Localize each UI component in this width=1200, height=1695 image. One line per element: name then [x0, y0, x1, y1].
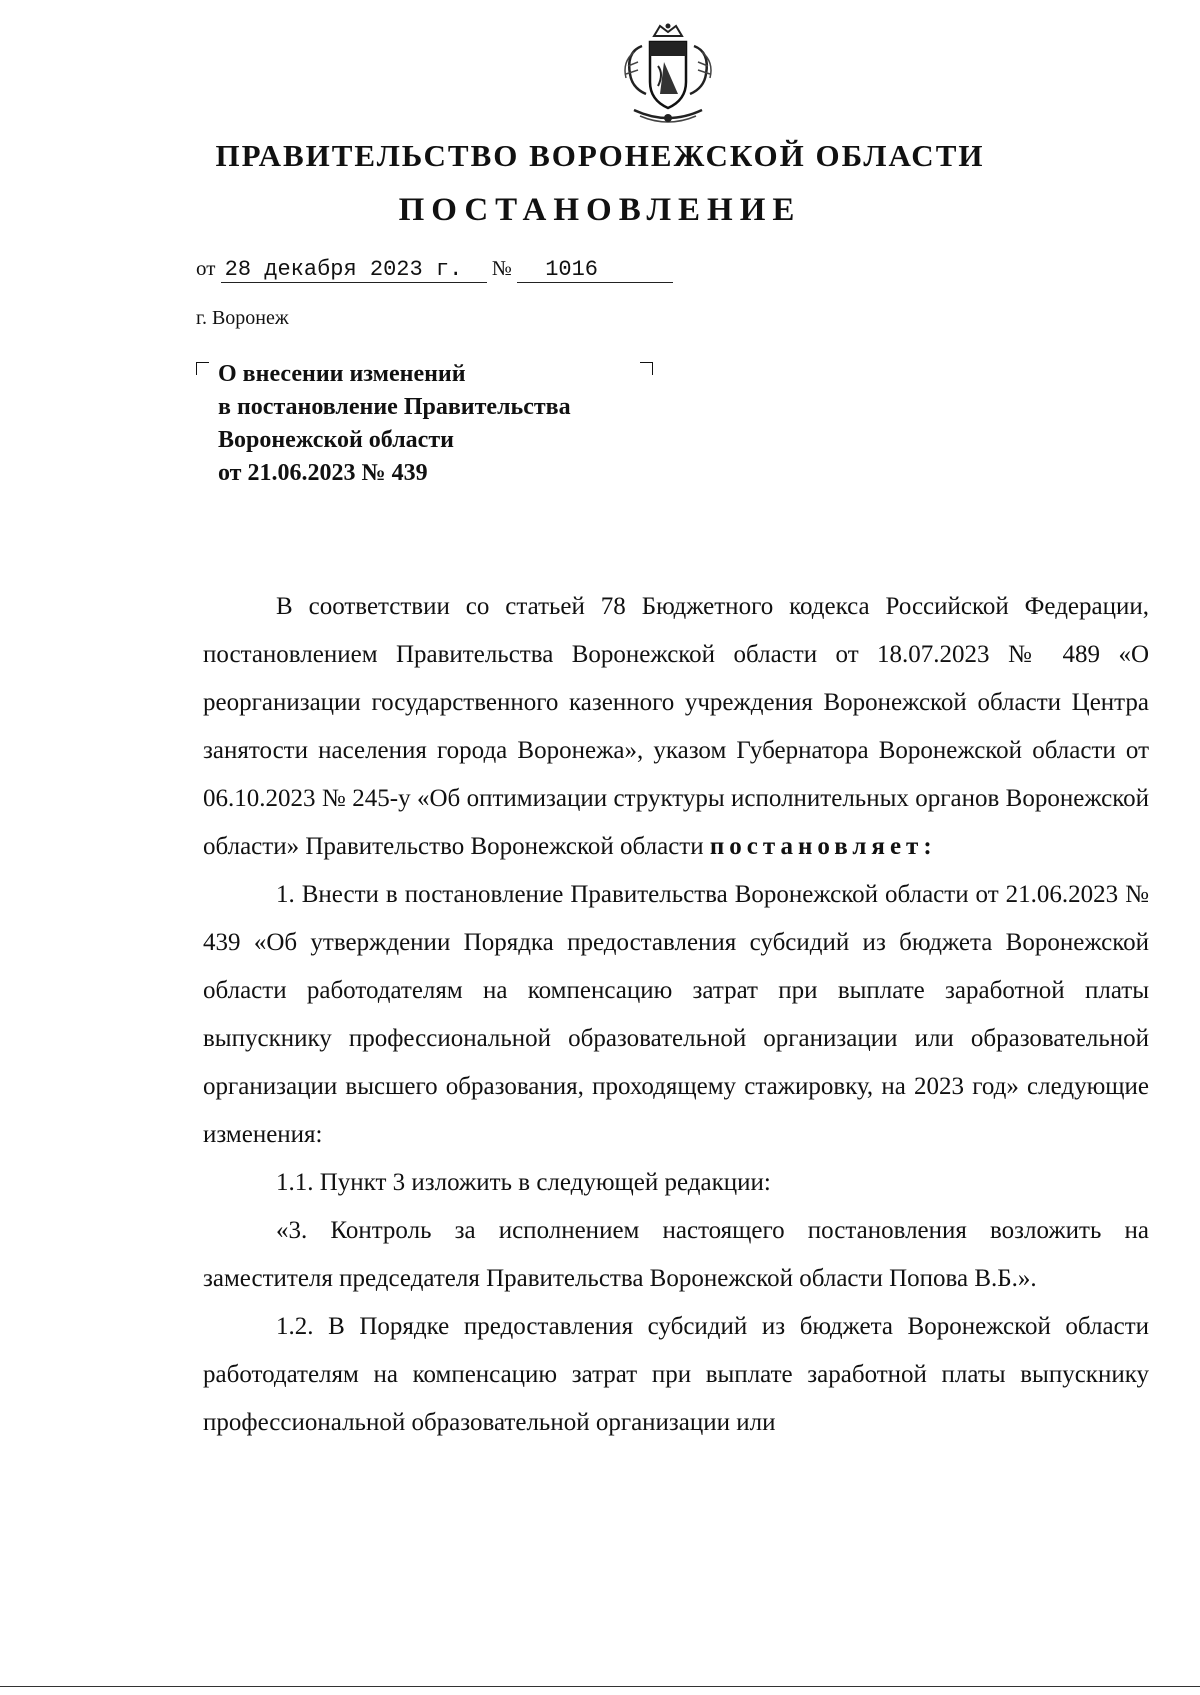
date-number-line	[196, 256, 673, 283]
coat-of-arms-emblem	[612, 22, 724, 130]
subject-line: Воронежской области	[218, 427, 454, 453]
item-1-1-text-paragraph: «3. Контроль за исполнением настоящего постановления возложить на заместителя председателя Правительства Воронежской области Попова В.Б.».	[203, 1217, 1149, 1292]
page-bottom-line	[0, 1686, 1200, 1687]
city-name: г. Воронеж	[196, 307, 289, 329]
item-1-paragraph: 1. Внести в постановление Правительства Воронежской области от 21.06.2023 № 439 «Об утверждении Порядка предоставления субсидий из бюджета Воронежской области работодателям на компенсацию затрат при выплате заработной платы выпускнику профессиональной образовательной организации или образовательной организации высшего образования, проходящему стажировку, на 2023 год» следующие изменения:	[203, 881, 1149, 1148]
date-prefix: от	[196, 256, 216, 280]
subject-corner-mark-left	[196, 362, 209, 375]
organization-title: ПРАВИТЕЛЬСТВО ВОРОНЕЖСКОЙ ОБЛАСТИ	[215, 138, 985, 173]
document-body	[203, 583, 1149, 1447]
document-number: 1016	[545, 257, 599, 282]
subject-line: в постановление Правительства	[218, 394, 571, 420]
document-date: 28 декабря 2023 г.	[224, 257, 463, 282]
preamble-text: В соответствии со статьей 78 Бюджетного кодекса Российской Федерации, постановлением Правительства Воронежской области от 18.07.2023 № 489 «О реорганизации государственного казенного учреждения Воронежской области Центра занятости населения города Воронежа», указом Губернатора Воронежской области от 06.10.2023 № 245-у «Об оптимизации структуры исполнительных органов Воронежской области» Правительство Воронежской области	[203, 593, 1149, 860]
subject-line: от 21.06.2023 № 439	[218, 460, 428, 486]
subject-corner-mark-right	[640, 362, 653, 375]
number-prefix: №	[491, 256, 512, 280]
preamble-paragraph	[203, 583, 1149, 871]
document-type-title: ПОСТАНОВЛЕНИЕ	[398, 192, 802, 228]
item-1-2-paragraph: 1.2. В Порядке предоставления субсидий из бюджета Воронежской области работодателям на компенсацию затрат при выплате заработной платы выпускнику профессиональной образовательной организации или	[203, 1313, 1149, 1436]
document-subject	[218, 358, 571, 490]
item-1-1-paragraph: 1.1. Пункт 3 изложить в следующей редакции:	[276, 1169, 771, 1196]
subject-line: О внесении изменений	[218, 361, 466, 387]
decree-word: постановляет:	[709, 833, 937, 860]
